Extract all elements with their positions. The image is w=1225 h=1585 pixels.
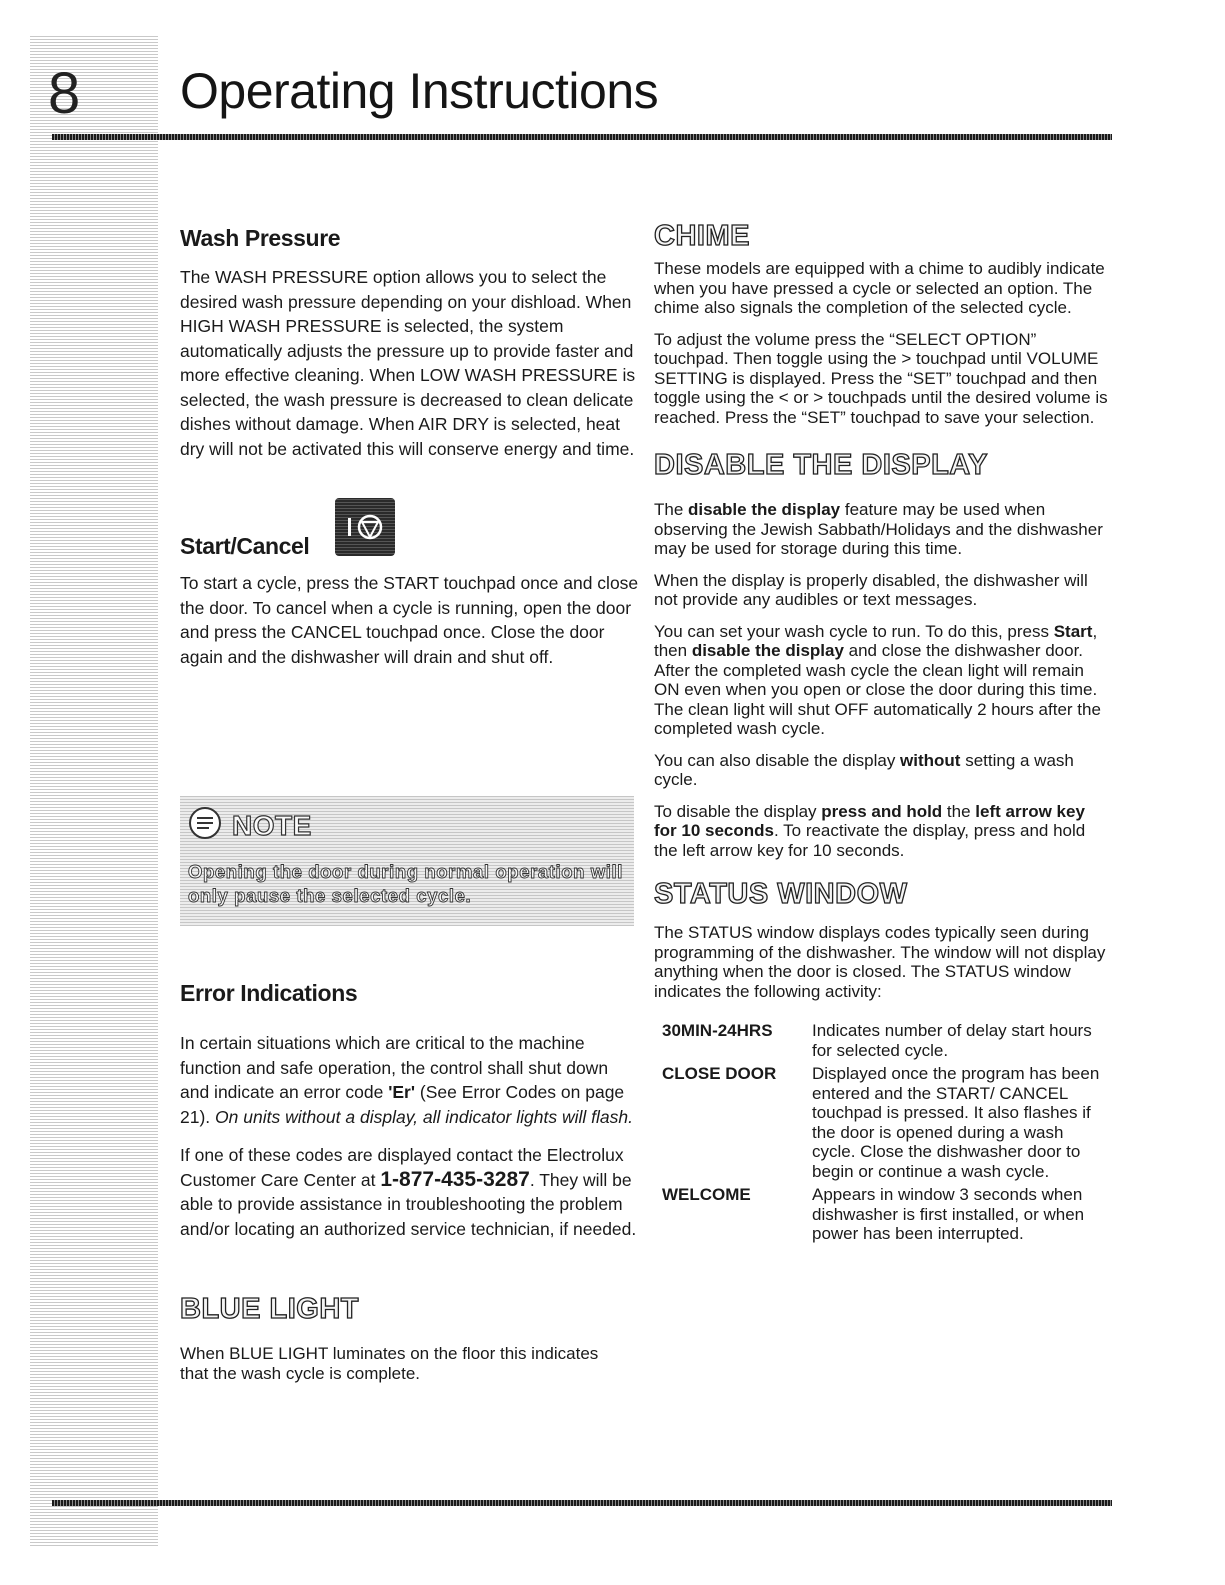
right-column (654, 220, 1109, 1248)
wash-pressure-heading: Wash Pressure (180, 225, 341, 251)
status-code-row (654, 1185, 1109, 1244)
status-code-row (654, 1021, 1109, 1060)
bottom-rule (52, 1500, 1112, 1506)
status-code: CLOSE DOOR (662, 1064, 777, 1083)
disable-display-text-4: You can also disable the display without setting a wash cycle. (654, 750, 1074, 789)
disable-display-text-3: You can set your wash cycle to run. To do this, press Start, then disable the display and close the dishwasher door. After the completed wash cycle the clean light will remain ON even when you open or close the door during this time. The clean light will shut OFF automatically 2 hours after the completed wash cycle. (654, 621, 1101, 738)
start-cancel-heading: Start/Cancel (180, 533, 310, 559)
wash-pressure-text: The WASH PRESSURE option allows you to select the desired wash pressure depending on your dishload. When HIGH WASH PRESSURE is selected, the system automatically adjusts the pressure up to provide faster and more effective cleaning. When LOW WASH PRESSURE is selected, the wash pressure is decreased to clean delicate dishes without damage. When AIR DRY is selected, heat dry will not be activated this will conserve energy and time. (180, 267, 636, 459)
start-cancel-text: To start a cycle, press the START touchpad once and close the door. To cancel when a cycle is running, open the door and press the CANCEL touchpad once. Close the door again and the dishwasher will drain and shut off. (180, 573, 639, 667)
chime-heading: CHIME (654, 220, 750, 252)
status-window-heading: STATUS WINDOW (654, 878, 908, 910)
note-box (180, 796, 634, 926)
left-column (180, 225, 640, 669)
status-window-text: The STATUS window displays codes typically seen during programming of the dishwasher. The window will not display anything when the door is closed. The STATUS window indicates the following activity: (654, 923, 1106, 1001)
error-indications-heading: Error Indications (180, 980, 358, 1006)
disable-display-heading: DISABLE THE DISPLAY (654, 449, 988, 481)
blue-light-text: When BLUE LIGHT luminates on the floor this indicates that the wash cycle is complete. (180, 1344, 599, 1383)
error-section (180, 980, 640, 1383)
status-description: Appears in window 3 seconds when dishwasher is first installed, or when power has been interrupted. (812, 1185, 1085, 1243)
status-code: WELCOME (662, 1185, 751, 1204)
error-text-1: In certain situations which are critical to the machine function and safe operation, the control shall shut down and indicate an error code 'Er' (See Error Codes on page 21). On units without a display, all indicator lights will flash. (180, 1033, 633, 1127)
start-cancel-header (180, 498, 640, 560)
status-code-row (654, 1064, 1109, 1181)
disable-display-text-5: To disable the display press and hold the left arrow key for 10 seconds. To reactivate the display, press and hold the left arrow key for 10 seconds. (654, 801, 1086, 860)
page-number: 8 (48, 61, 81, 126)
status-codes-list (654, 1021, 1109, 1244)
note-title: NOTE (232, 809, 312, 841)
status-description: Indicates number of delay start hours for selected cycle. (812, 1021, 1092, 1060)
disable-display-text-2: When the display is properly disabled, the dishwasher will not provide any audibles or text messages. (654, 570, 1088, 609)
error-text-2: If one of these codes are displayed contact the Electrolux Customer Care Center at 1-877-435-3287. They will be able to provide assistance in troubleshooting the problem and/or locating an authorized service technician, if needed. (180, 1145, 637, 1239)
note-header (188, 806, 312, 845)
note-text: Opening the door during normal operation will only pause the selected cycle. (188, 861, 624, 906)
chime-text-2: To adjust the volume press the “SELECT OPTION” touchpad. Then toggle using the > touchpad until VOLUME SETTING is displayed. Press the “SET” touchpad and then toggle using the < or > touchpads until the desired volume is reached. Press the “SET” touchpad to save your selection. (654, 329, 1108, 427)
phone-number: 1-877-435-3287 (380, 1167, 530, 1191)
note-icon (188, 806, 222, 845)
page-title: Operating Instructions (180, 63, 659, 119)
side-bar-decoration (30, 36, 158, 1546)
status-code: 30MIN-24HRS (662, 1021, 773, 1040)
disable-display-text-1: The disable the display feature may be used when observing the Jewish Sabbath/Holidays and the dishwasher may be used for storage during this time. (654, 500, 1103, 558)
power-button-icon (335, 498, 395, 556)
status-description: Displayed once the program has been entered and the START/ CANCEL touchpad is pressed. It also flashes if the door is opened during a wash cycle. Close the dishwasher door to begin or continue a wash cycle. (812, 1064, 1100, 1181)
top-rule (52, 134, 1112, 140)
blue-light-heading: BLUE LIGHT (180, 1293, 359, 1325)
chime-text-1: These models are equipped with a chime to audibly indicate when you have pressed a cycle or selected an option. The chime also signals the completion of the selected cycle. (654, 259, 1105, 317)
